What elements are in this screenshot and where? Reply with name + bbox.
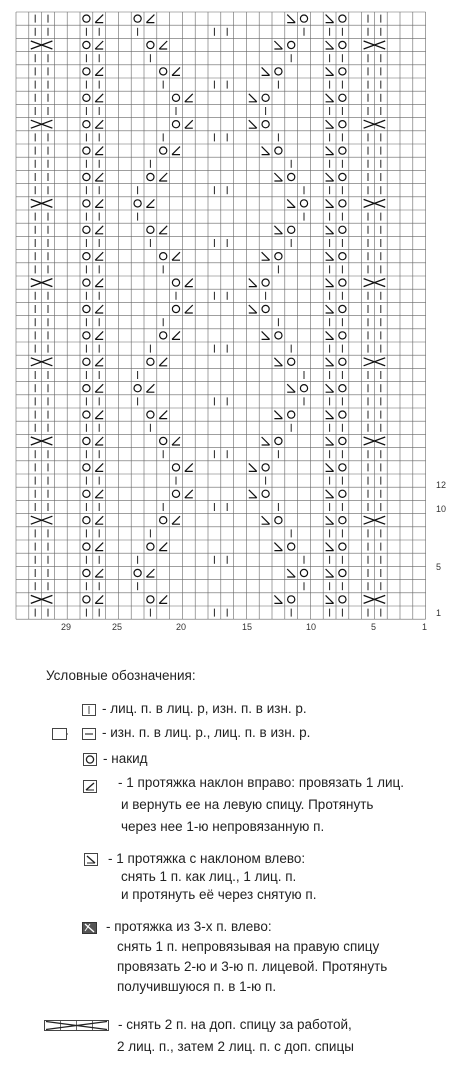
- legend-text: снять 1 п. как лиц., 1 лиц. п.: [121, 869, 297, 884]
- yarn-over-stitch: [339, 279, 346, 286]
- yarn-over-stitch: [275, 147, 282, 154]
- yarn-over-stitch: [134, 15, 141, 22]
- col-number-25: 25: [112, 622, 123, 632]
- decrease-right-stitch: [95, 226, 103, 234]
- decrease-left-stitch: [326, 463, 334, 471]
- decrease-right-stitch: [185, 94, 193, 102]
- yarn-over-stitch: [300, 385, 307, 392]
- yarn-over-stitch: [172, 121, 179, 128]
- decrease-right-stitch: [159, 411, 167, 419]
- yarn-over-stitch: [172, 94, 179, 101]
- decrease-left-stitch: [287, 384, 295, 392]
- decrease-right-stitch: [185, 490, 193, 498]
- legend-text: и вернуть ее на левую спицу. Протянуть: [121, 797, 374, 812]
- decrease-right-stitch: [159, 226, 167, 234]
- yarn-over-stitch: [160, 437, 167, 444]
- yarn-over-stitch: [83, 68, 90, 75]
- yarn-over-stitch: [83, 121, 90, 128]
- decrease-left-stitch: [274, 411, 282, 419]
- yarn-over-stitch: [160, 517, 167, 524]
- decrease-left-stitch: [274, 595, 282, 603]
- yarn-over-stitch: [288, 543, 295, 550]
- decrease-right-stitch: [146, 569, 154, 577]
- yarn-over-stitch: [339, 253, 346, 260]
- decrease-right-stitch: [95, 94, 103, 102]
- yarn-over-stitch: [83, 41, 90, 48]
- yarn-over-stitch: [339, 68, 346, 75]
- decrease-left-stitch: [274, 358, 282, 366]
- yarn-over-stitch: [262, 94, 269, 101]
- empty-box-icon: [52, 728, 68, 740]
- decrease-left-stitch: [326, 358, 334, 366]
- yarn-over-stitch: [262, 464, 269, 471]
- decrease-left-stitch: [274, 543, 282, 551]
- yarn-over-stitch: [83, 358, 90, 365]
- legend-text: провязать 2-ю и 3-ю п. лицевой. Протянуть: [117, 959, 388, 974]
- yarn-over-stitch: [275, 437, 282, 444]
- legend-title: Условные обозначения:: [46, 668, 196, 683]
- yarn-over-stitch: [339, 94, 346, 101]
- decrease-right-stitch: [172, 331, 180, 339]
- yarn-over-stitch: [83, 385, 90, 392]
- legend-text: - изн. п. в лиц. р., лиц. п. в изн. р.: [102, 725, 311, 740]
- decrease-right-stitch: [95, 120, 103, 128]
- decrease-right-stitch: [172, 437, 180, 445]
- decrease-left-stitch: [287, 199, 295, 207]
- legend-text: и протянуть её через снятую п.: [121, 887, 317, 902]
- decrease-left-stitch: [326, 384, 334, 392]
- yarn-over-stitch: [339, 15, 346, 22]
- yarn-over-stitch: [147, 358, 154, 365]
- yarn-over-stitch: [339, 121, 346, 128]
- decrease-right-stitch: [159, 595, 167, 603]
- yarn-over-stitch: [160, 68, 167, 75]
- yarn-over-stitch: [339, 147, 346, 154]
- yarn-over-stitch: [83, 15, 90, 22]
- yarn-over-stitch: [339, 226, 346, 233]
- decrease-left-stitch: [326, 279, 334, 287]
- yarn-over-stitch: [83, 490, 90, 497]
- decrease-right-stitch: [95, 490, 103, 498]
- chart-labels: [61, 480, 446, 632]
- decrease-right-stitch: [95, 15, 103, 23]
- decrease-left-stitch: [262, 67, 270, 75]
- decrease-right-icon: [83, 780, 97, 793]
- yarn-over-stitch: [275, 517, 282, 524]
- legend-text: снять 1 п. непровязывая на правую спицу: [117, 939, 380, 954]
- col-number-20: 20: [176, 622, 187, 632]
- yarn-over-stitch: [262, 305, 269, 312]
- yarn-over-stitch: [83, 226, 90, 233]
- yarn-over-stitch: [172, 490, 179, 497]
- yarn-over-stitch: [147, 173, 154, 180]
- legend-text: - накид: [103, 751, 148, 766]
- decrease-right-stitch: [95, 411, 103, 419]
- decrease-right-stitch: [95, 543, 103, 551]
- yarn-over-stitch: [83, 437, 90, 444]
- decrease-left-stitch: [326, 120, 334, 128]
- decrease-left-stitch: [262, 252, 270, 260]
- legend-text: получившуюся п. в 1-ю п.: [117, 979, 277, 994]
- decrease-right-stitch: [95, 331, 103, 339]
- decrease-right-stitch: [185, 279, 193, 287]
- decrease-left-stitch: [326, 569, 334, 577]
- cable-cross-icon: [44, 1018, 110, 1032]
- yarn-over-stitch: [83, 279, 90, 286]
- knit-box-icon: [82, 704, 96, 716]
- double-decrease-icon: [82, 922, 97, 934]
- yarn-over-stitch: [288, 173, 295, 180]
- yarn-over-stitch: [147, 411, 154, 418]
- yarn-over-stitch: [339, 490, 346, 497]
- yarn-over-stitch: [160, 332, 167, 339]
- decrease-left-stitch: [249, 94, 257, 102]
- yarn-over-stitch: [288, 358, 295, 365]
- decrease-right-stitch: [185, 463, 193, 471]
- decrease-left-stitch: [249, 463, 257, 471]
- decrease-left-stitch: [249, 490, 257, 498]
- yarn-over-stitch: [300, 569, 307, 576]
- yarn-over-stitch: [83, 517, 90, 524]
- col-number-15: 15: [242, 622, 253, 632]
- decrease-left-stitch: [326, 147, 334, 155]
- decrease-right-stitch: [95, 41, 103, 49]
- col-number-5: 5: [371, 622, 377, 632]
- yarn-over-stitch: [160, 147, 167, 154]
- legend-text: - 1 протяжка наклон вправо: провязать 1 лиц.: [118, 775, 404, 790]
- decrease-left-stitch: [326, 516, 334, 524]
- decrease-left-stitch: [262, 437, 270, 445]
- decrease-right-stitch: [172, 252, 180, 260]
- yarn-over-stitch: [172, 305, 179, 312]
- decrease-right-stitch: [159, 41, 167, 49]
- decrease-right-stitch: [159, 173, 167, 181]
- decrease-right-stitch: [95, 384, 103, 392]
- decrease-left-stitch: [326, 437, 334, 445]
- decrease-left-stitch: [326, 226, 334, 234]
- decrease-right-stitch: [172, 67, 180, 75]
- col-number-10: 10: [306, 622, 317, 632]
- yarn-over-stitch: [83, 147, 90, 154]
- decrease-right-stitch: [95, 437, 103, 445]
- yarn-over-stitch: [83, 332, 90, 339]
- decrease-right-stitch: [95, 279, 103, 287]
- decrease-left-stitch: [326, 199, 334, 207]
- decrease-left-stitch: [326, 67, 334, 75]
- decrease-left-stitch: [249, 305, 257, 313]
- decrease-right-stitch: [95, 252, 103, 260]
- yarn-over-stitch: [288, 41, 295, 48]
- decrease-left-stitch: [326, 94, 334, 102]
- yarn-over-stitch: [83, 596, 90, 603]
- decrease-left-stitch: [326, 411, 334, 419]
- decrease-right-stitch: [146, 384, 154, 392]
- yarn-over-stitch: [83, 253, 90, 260]
- decrease-right-stitch: [95, 595, 103, 603]
- decrease-right-stitch: [95, 305, 103, 313]
- yarn-over-stitch: [262, 121, 269, 128]
- decrease-right-stitch: [95, 173, 103, 181]
- row-number-5: 5: [436, 562, 442, 572]
- yarn-over-stitch: [339, 200, 346, 207]
- yarn-over-stitch: [262, 279, 269, 286]
- yarn-over-stitch: [339, 437, 346, 444]
- decrease-left-stitch: [326, 305, 334, 313]
- yarn-over-icon: [83, 753, 97, 766]
- yarn-over-stitch: [339, 358, 346, 365]
- yarn-over-stitch: [83, 173, 90, 180]
- yarn-over-stitch: [339, 41, 346, 48]
- yarn-over-stitch: [339, 305, 346, 312]
- decrease-right-stitch: [95, 569, 103, 577]
- yarn-over-stitch: [275, 68, 282, 75]
- legend-text: - 1 протяжка с наклоном влево:: [108, 851, 306, 866]
- yarn-over-stitch: [300, 15, 307, 22]
- yarn-over-stitch: [288, 596, 295, 603]
- yarn-over-stitch: [83, 305, 90, 312]
- decrease-right-stitch: [185, 305, 193, 313]
- yarn-over-stitch: [275, 253, 282, 260]
- decrease-right-stitch: [146, 15, 154, 23]
- legend-text: - лиц. п. в лиц. р, изн. п. в изн. р.: [102, 701, 307, 716]
- legend-text: - снять 2 п. на доп. спицу за работой,: [118, 1017, 352, 1032]
- yarn-over-stitch: [134, 569, 141, 576]
- decrease-right-stitch: [95, 199, 103, 207]
- decrease-right-stitch: [95, 147, 103, 155]
- row-number-12: 12: [436, 480, 447, 490]
- yarn-over-stitch: [339, 464, 346, 471]
- legend-text: 2 лиц. п., затем 2 лиц. п. с доп. спицы: [117, 1039, 354, 1054]
- decrease-right-stitch: [95, 358, 103, 366]
- yarn-over-stitch: [172, 279, 179, 286]
- yarn-over-stitch: [339, 332, 346, 339]
- decrease-left-stitch: [326, 15, 334, 23]
- decrease-left-stitch: [326, 252, 334, 260]
- yarn-over-stitch: [339, 569, 346, 576]
- decrease-right-stitch: [172, 516, 180, 524]
- purl-box-icon: [82, 728, 96, 740]
- yarn-over-stitch: [288, 226, 295, 233]
- yarn-over-stitch: [83, 200, 90, 207]
- row-number-10: 10: [436, 504, 447, 514]
- yarn-over-stitch: [147, 543, 154, 550]
- yarn-over-stitch: [134, 200, 141, 207]
- yarn-over-stitch: [275, 332, 282, 339]
- decrease-right-stitch: [185, 120, 193, 128]
- yarn-over-stitch: [172, 464, 179, 471]
- decrease-left-stitch: [274, 173, 282, 181]
- decrease-right-stitch: [95, 463, 103, 471]
- row-number-1: 1: [436, 608, 442, 618]
- yarn-over-stitch: [83, 569, 90, 576]
- col-number-1: 1: [422, 622, 428, 632]
- decrease-left-stitch: [274, 226, 282, 234]
- decrease-left-stitch: [326, 595, 334, 603]
- legend-text: через нее 1-ю непровязанную п.: [121, 819, 325, 834]
- decrease-right-stitch: [159, 543, 167, 551]
- yarn-over-stitch: [262, 490, 269, 497]
- decrease-left-stitch: [326, 490, 334, 498]
- decrease-left-stitch: [326, 41, 334, 49]
- decrease-left-stitch: [262, 331, 270, 339]
- decrease-right-stitch: [172, 147, 180, 155]
- chart-grid: [16, 12, 426, 619]
- yarn-over-stitch: [339, 543, 346, 550]
- yarn-over-stitch: [300, 200, 307, 207]
- decrease-right-stitch: [95, 67, 103, 75]
- yarn-over-stitch: [83, 411, 90, 418]
- yarn-over-stitch: [134, 385, 141, 392]
- decrease-left-stitch: [326, 543, 334, 551]
- yarn-over-stitch: [339, 173, 346, 180]
- legend-text: - протяжка из 3-х п. влево:: [106, 919, 272, 934]
- decrease-left-stitch: [287, 15, 295, 23]
- yarn-over-stitch: [160, 253, 167, 260]
- decrease-left-stitch: [249, 120, 257, 128]
- decrease-left-stitch: [274, 41, 282, 49]
- yarn-over-stitch: [147, 41, 154, 48]
- yarn-over-stitch: [83, 94, 90, 101]
- yarn-over-stitch: [147, 596, 154, 603]
- decrease-right-stitch: [146, 199, 154, 207]
- yarn-over-stitch: [339, 596, 346, 603]
- decrease-left-stitch: [262, 147, 270, 155]
- yarn-over-stitch: [83, 543, 90, 550]
- decrease-right-stitch: [95, 516, 103, 524]
- yarn-over-stitch: [83, 464, 90, 471]
- yarn-over-stitch: [288, 411, 295, 418]
- yarn-over-stitch: [339, 411, 346, 418]
- decrease-left-stitch: [262, 516, 270, 524]
- decrease-left-icon: [84, 853, 98, 866]
- yarn-over-stitch: [147, 226, 154, 233]
- decrease-left-stitch: [287, 569, 295, 577]
- yarn-over-stitch: [339, 385, 346, 392]
- decrease-left-stitch: [326, 173, 334, 181]
- decrease-left-stitch: [326, 331, 334, 339]
- decrease-right-stitch: [159, 358, 167, 366]
- yarn-over-stitch: [339, 517, 346, 524]
- decrease-left-stitch: [249, 279, 257, 287]
- col-number-29: 29: [61, 622, 72, 632]
